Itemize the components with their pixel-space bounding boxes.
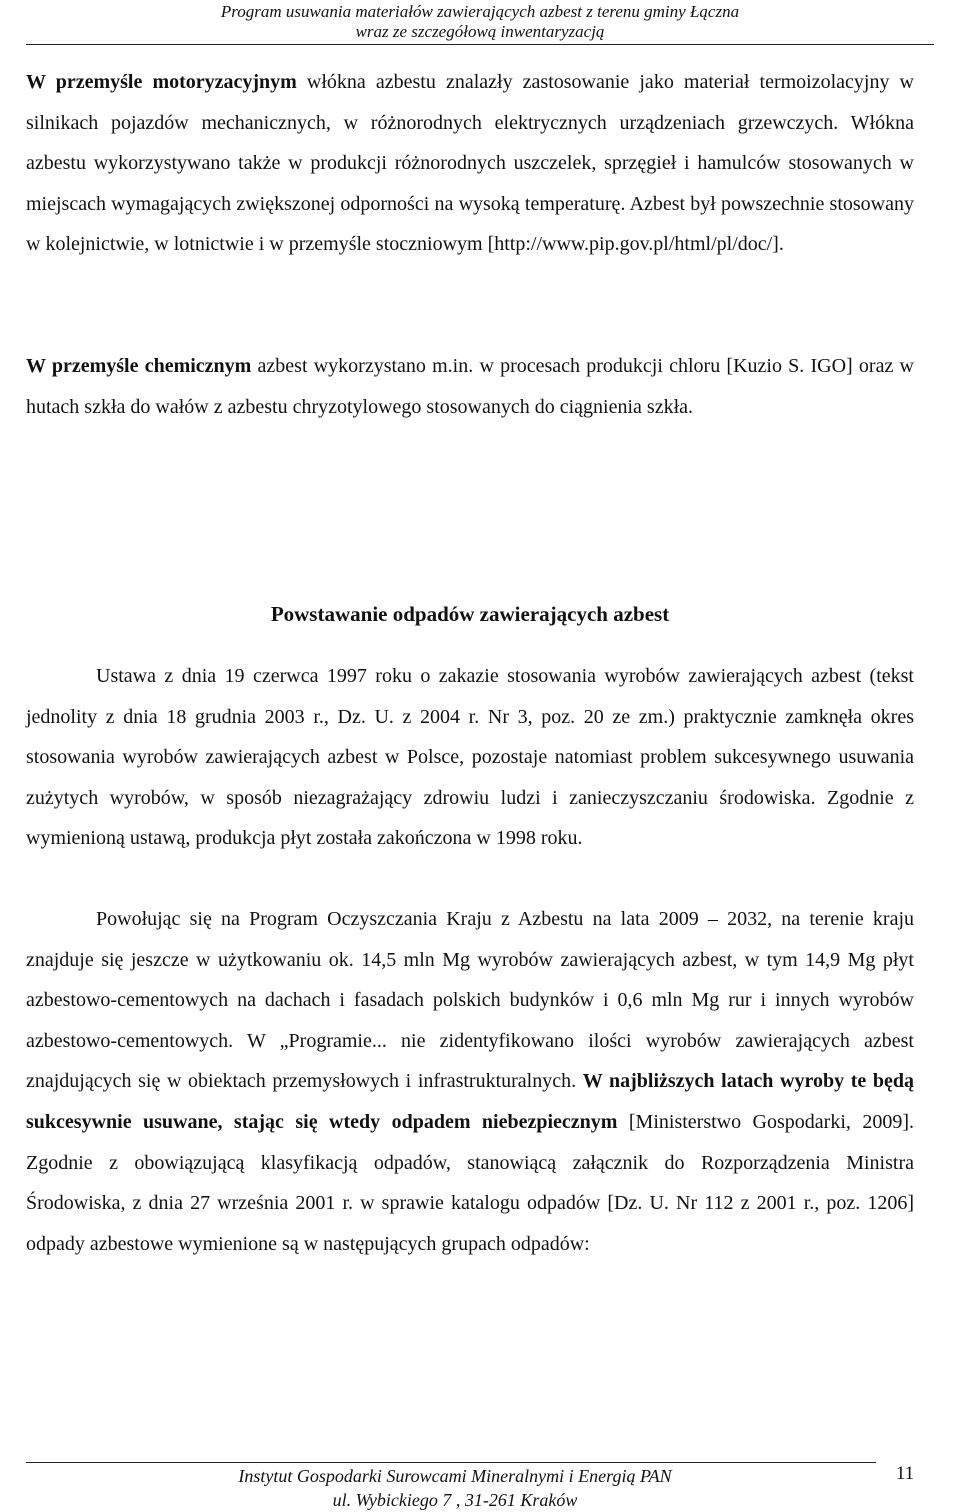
paragraph-bold-emphasis: W najbliższych latach wyroby te będą sukcesywnie usuwane, stając się wtedy odpadem niebezpiecznym [26,1070,915,1133]
page-header [30,2,930,42]
paragraph-chemical-industry [26,346,914,427]
header-title-line1: Program usuwania materiałów zawierających azbest z terenu gminy Łączna [220,2,740,21]
paragraph-text: Powołując się na Program Oczyszczania Kraju z Azbestu na lata 2009 – 2032, na terenie kraju znajduje się jeszcze w użytkowaniu ok. 14,5 mln Mg wyrobów zawierających azbest, w tym 14,9 Mg płyt azbestowo-cementowych na dachach i fasadach polskich budynków i 0,6 mln Mg rur i innych wyrobów azbestowo-cementowych. W „Programie... nie zidentyfikowano ilości wyrobów zawierających azbest znajdujących się w obiektach przemysłowych i infrastrukturalnych. [26,908,914,1093]
header-title-line2: wraz ze szczegółową inwentaryzacją [355,22,605,41]
section-heading: Powstawanie odpadów zawierających azbest [270,602,670,626]
footer-address: ul. Wybickiego 7 , 31-261 Kraków [332,1490,578,1510]
paragraph-cleanup-program [26,899,914,1264]
paragraph-bold-lead: W przemyśle chemicznym [26,355,252,377]
paragraph-asbestos-act [26,656,914,859]
header-divider [26,44,934,45]
paragraph-automotive-industry [26,62,914,265]
page-footer [150,1464,760,1512]
paragraph-bold-lead: W przemyśle motoryzacyjnym [26,71,297,93]
paragraph-text: [Ministerstwo Gospodarki, 2009]. Zgodnie z obowiązującą klasyfikacją odpadów, stanowiącą załącznik do Rozporządzenia Ministra Środowiska, z dnia 27 września 2001 r. w sprawie katalogu odpadów [Dz. U. Nr 112 z 2001 r., poz. 1206] odpady azbestowe wymienione są w następujących grupach odpadów: [26,1110,914,1255]
page-number: 11 [895,1463,915,1484]
footer-divider [26,1462,876,1463]
paragraph-text: Ustawa z dnia 19 czerwca 1997 roku o zakazie stosowania wyrobów zawierających azbest (tekst jednolity z dnia 18 grudnia 2003 r., Dz. U. z 2004 r. Nr 3, poz. 20 ze zm.) praktycznie zamknęła okres stosowania wyrobów zawierających azbest w Polsce, pozostaje natomiast problem sukcesywnego usuwania zużytych wyrobów, w sposób niezagrażający zdrowiu ludzi i zanieczyszczaniu środowiska. Zgodnie z wymienioną ustawą, produkcja płyt została zakończona w 1998 roku. [26,665,914,850]
paragraph-text: azbest wykorzystano m.in. w procesach produkcji chloru [Kuzio S. IGO] oraz w hutach szkła do wałów z azbestu chryzotylowego stosowanych do ciągnienia szkła. [26,355,914,418]
footer-institute: Instytut Gospodarki Surowcami Mineralnymi i Energią PAN [238,1466,672,1486]
paragraph-text: włókna azbestu znalazły zastosowanie jako materiał termoizolacyjny w silnikach pojazdów mechanicznych, w różnorodnych elektrycznych urządzeniach grzewczych. Włókna azbestu wykorzystywano także w produkcji różnorodnych uszczelek, sprzęgieł i hamulców stosowanych w miejscach wymagających zwiększonej odporności na wysoką temperaturę. Azbest był powszechnie stosowany w kolejnictwie, w lotnictwie i w przemyśle stoczniowym [http://www.pip.gov.pl/html/pl/doc/]. [26,71,914,256]
